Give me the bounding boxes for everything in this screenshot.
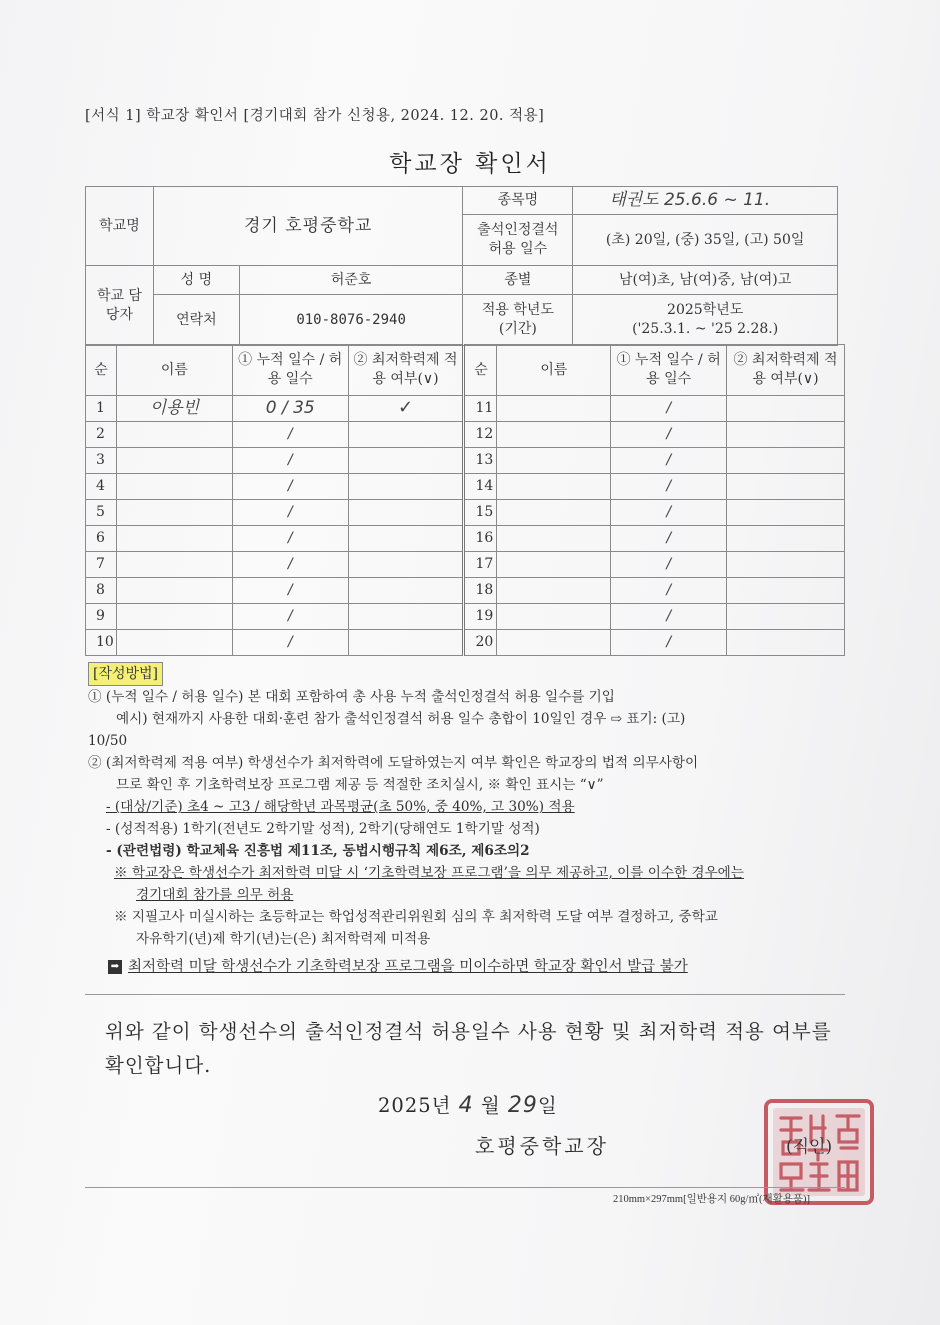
roster-check bbox=[348, 526, 464, 552]
roster-days: / bbox=[611, 422, 727, 448]
form-header: [서식 1] 학교장 확인서 [경기대회 참가 신청용, 2024. 12. 20. 적용] bbox=[85, 108, 545, 124]
roster-name bbox=[116, 500, 232, 526]
roster-table bbox=[85, 344, 845, 656]
roster-check bbox=[727, 448, 845, 474]
contact-person-label: 학교 담당자 bbox=[86, 266, 154, 346]
divider-bottom bbox=[85, 1187, 845, 1188]
roster-no: 19 bbox=[464, 604, 497, 630]
roster-no: 18 bbox=[464, 578, 497, 604]
school-name-label: 학교명 bbox=[86, 187, 154, 266]
roster-no: 13 bbox=[464, 448, 497, 474]
instruction-line-11: ※ 지필고사 미실시하는 초등학교는 학업성적관리위원회 심의 후 최저학력 도달 여부 결정하고, 중학교 bbox=[114, 909, 718, 925]
instruction-line-10: 경기대회 참가를 의무 허용 bbox=[136, 887, 294, 903]
col-min-left: ② 최저학력제 적용 여부(∨) bbox=[348, 345, 464, 396]
roster-no: 4 bbox=[86, 474, 117, 500]
roster-no: 14 bbox=[464, 474, 497, 500]
table-row bbox=[86, 448, 845, 474]
roster-name bbox=[116, 422, 232, 448]
col-min-right: ② 최저학력제 적용 여부(∨) bbox=[727, 345, 845, 396]
roster-name bbox=[497, 630, 611, 656]
date-day-unit: 일 bbox=[537, 1094, 558, 1117]
roster-days: / bbox=[232, 500, 348, 526]
roster-check bbox=[348, 422, 464, 448]
roster-name bbox=[116, 448, 232, 474]
roster-no: 15 bbox=[464, 500, 497, 526]
info-table bbox=[85, 186, 838, 346]
roster-days: / bbox=[232, 604, 348, 630]
confirmation-text: 위와 같이 학생선수의 출석인정결석 허용일수 사용 현황 및 최저학력 적용 여부를 확인합니다. bbox=[105, 1020, 832, 1077]
roster-days: / bbox=[232, 552, 348, 578]
roster-no: 2 bbox=[86, 422, 117, 448]
roster-no: 8 bbox=[86, 578, 117, 604]
roster-check bbox=[727, 604, 845, 630]
roster-no: 10 bbox=[86, 630, 117, 656]
roster-days: / bbox=[232, 474, 348, 500]
table-row bbox=[86, 604, 845, 630]
gender-value: 남(여)초, 남(여)중, 남(여)고 bbox=[573, 266, 838, 295]
roster-check bbox=[348, 578, 464, 604]
roster-days: / bbox=[232, 526, 348, 552]
roster-check: ✓ bbox=[348, 396, 464, 422]
signer-name: 호평중학교장 bbox=[475, 1134, 609, 1158]
roster-name bbox=[116, 604, 232, 630]
table-row bbox=[86, 396, 845, 422]
event-label: 종목명 bbox=[463, 187, 573, 215]
roster-days: / bbox=[232, 422, 348, 448]
instruction-line-6: - (대상/기준) 초4 ~ 고3 / 해당학년 과목평균(초 50%, 중 40%, 고 30%) 적용 bbox=[106, 799, 575, 815]
roster-no: 20 bbox=[464, 630, 497, 656]
instruction-line-13: 최저학력 미달 학생선수가 기초학력보장 프로그램을 미이수하면 학교장 확인서 발급 불가 bbox=[128, 959, 688, 975]
roster-name bbox=[497, 578, 611, 604]
roster-days: / bbox=[232, 578, 348, 604]
gender-label: 종별 bbox=[463, 266, 573, 295]
instruction-line-7: - (성적적용) 1학기(전년도 2학기말 성적), 2학기(당해연도 1학기말 성적) bbox=[106, 821, 540, 837]
roster-days: / bbox=[611, 396, 727, 422]
roster-name bbox=[497, 500, 611, 526]
date-day: 29 bbox=[507, 1093, 538, 1118]
roster-no: 11 bbox=[464, 396, 497, 422]
col-days-left: ① 누적 일수 / 허용 일수 bbox=[232, 345, 348, 396]
roster-name: 이용빈 bbox=[116, 396, 232, 422]
paper-spec-footer: 210mm×297mm[일반용지 60g/㎡(재활용품)] bbox=[613, 1194, 811, 1205]
roster-check bbox=[727, 552, 845, 578]
phone-value: 010-8076-2940 bbox=[239, 295, 463, 346]
instructions bbox=[88, 662, 848, 978]
school-name-value: 경기 호평중학교 bbox=[153, 187, 463, 266]
roster-days: / bbox=[611, 526, 727, 552]
attendance-value: (초) 20일, (중) 35일, (고) 50일 bbox=[573, 215, 838, 266]
arrow-right-icon: ➡ bbox=[108, 960, 122, 974]
roster-name bbox=[497, 474, 611, 500]
year-value bbox=[573, 295, 838, 346]
roster-days: / bbox=[611, 552, 727, 578]
roster-days: / bbox=[232, 630, 348, 656]
instruction-line-9: ※ 학교장은 학생선수가 최저학력 미달 시 ‘기초학력보장 프로그램’을 의무 제공하고, 이를 이수한 경우에는 bbox=[114, 865, 744, 881]
roster-check bbox=[348, 500, 464, 526]
year-label: 적용 학년도 (기간) bbox=[463, 295, 573, 346]
roster-days: / bbox=[611, 500, 727, 526]
roster-check bbox=[348, 630, 464, 656]
table-row bbox=[86, 578, 845, 604]
page-title: 학교장 확인서 bbox=[389, 151, 551, 177]
roster-check bbox=[727, 396, 845, 422]
roster-days: / bbox=[611, 630, 727, 656]
roster-name bbox=[116, 526, 232, 552]
roster-days: 0 / 35 bbox=[232, 396, 348, 422]
roster-no: 7 bbox=[86, 552, 117, 578]
table-row bbox=[86, 474, 845, 500]
roster-check bbox=[727, 630, 845, 656]
date-month: 4 bbox=[458, 1093, 474, 1118]
seal-label: (직인) bbox=[786, 1137, 833, 1157]
roster-check bbox=[348, 448, 464, 474]
col-days-right: ① 누적 일수 / 허용 일수 bbox=[611, 345, 727, 396]
roster-check bbox=[727, 526, 845, 552]
table-row bbox=[86, 552, 845, 578]
name-label: 성 명 bbox=[153, 266, 239, 295]
date-year: 2025년 bbox=[378, 1094, 452, 1117]
roster-no: 3 bbox=[86, 448, 117, 474]
roster-days: / bbox=[611, 474, 727, 500]
instruction-line-5: 므로 확인 후 기초학력보장 프로그램 제공 등 적절한 조치실시, ※ 확인 표시는 “∨” bbox=[116, 777, 604, 793]
divider-top bbox=[85, 994, 845, 995]
event-value: 태권도 25.6.6 ~ 11. bbox=[573, 187, 838, 215]
instruction-line-2: 예시) 현재까지 사용한 대회·훈련 참가 출석인정결석 허용 일수 총합이 10일인 경우 ⇨ 표기: (고) bbox=[116, 711, 686, 727]
roster-name bbox=[497, 396, 611, 422]
table-row bbox=[86, 526, 845, 552]
year-period-text: ('25.3.1. ~ '25 2.28.) bbox=[632, 321, 779, 337]
roster-check bbox=[727, 474, 845, 500]
roster-check bbox=[348, 604, 464, 630]
roster-days: / bbox=[611, 578, 727, 604]
roster-name bbox=[116, 630, 232, 656]
roster-name bbox=[497, 604, 611, 630]
roster-days: / bbox=[611, 448, 727, 474]
table-row bbox=[86, 500, 845, 526]
col-no-right: 순 bbox=[464, 345, 497, 396]
roster-no: 6 bbox=[86, 526, 117, 552]
roster-name bbox=[497, 448, 611, 474]
table-row bbox=[86, 422, 845, 448]
year-value-text: 2025학년도 bbox=[667, 302, 744, 319]
roster-check bbox=[348, 552, 464, 578]
phone-label: 연락처 bbox=[153, 295, 239, 346]
roster-check bbox=[348, 474, 464, 500]
roster-days: / bbox=[232, 448, 348, 474]
instruction-line-4: ② (최저학력제 적용 여부) 학생선수가 최저학력에 도달하였는지 여부 확인은 학교장의 법적 의무사항이 bbox=[88, 755, 699, 771]
col-no-left: 순 bbox=[86, 345, 117, 396]
date-line bbox=[378, 1090, 558, 1118]
roster-name bbox=[497, 422, 611, 448]
roster-no: 9 bbox=[86, 604, 117, 630]
roster-name bbox=[116, 552, 232, 578]
roster-name bbox=[116, 578, 232, 604]
date-month-unit: 월 bbox=[480, 1094, 501, 1117]
roster-name bbox=[116, 474, 232, 500]
instruction-line-8: - (관련법령) 학교체육 진흥법 제11조, 동법시행규칙 제6조, 제6조의2 bbox=[106, 843, 530, 859]
roster-no: 17 bbox=[464, 552, 497, 578]
instruction-line-1: ① (누적 일수 / 허용 일수) 본 대회 포함하여 총 사용 누적 출석인정결석 허용 일수를 기입 bbox=[88, 689, 615, 705]
name-value: 허준호 bbox=[239, 266, 463, 295]
table-row bbox=[86, 630, 845, 656]
roster-check bbox=[727, 500, 845, 526]
roster-name bbox=[497, 552, 611, 578]
roster-days: / bbox=[611, 604, 727, 630]
roster-check bbox=[727, 578, 845, 604]
col-name-left: 이름 bbox=[116, 345, 232, 396]
roster-no: 16 bbox=[464, 526, 497, 552]
attendance-label: 출석인정결석 허용 일수 bbox=[463, 215, 573, 266]
instruction-line-3: 10/50 bbox=[88, 733, 128, 749]
roster-name bbox=[497, 526, 611, 552]
roster-no: 1 bbox=[86, 396, 117, 422]
instruction-line-13-wrap bbox=[88, 956, 848, 978]
instruction-line-12: 자유학기(년)제 학기(년)는(은) 최저학력제 미적용 bbox=[136, 931, 431, 947]
col-name-right: 이름 bbox=[497, 345, 611, 396]
instructions-title: [작성방법] bbox=[88, 662, 163, 686]
roster-body bbox=[86, 396, 845, 656]
roster-check bbox=[727, 422, 845, 448]
roster-no: 12 bbox=[464, 422, 497, 448]
roster-no: 5 bbox=[86, 500, 117, 526]
